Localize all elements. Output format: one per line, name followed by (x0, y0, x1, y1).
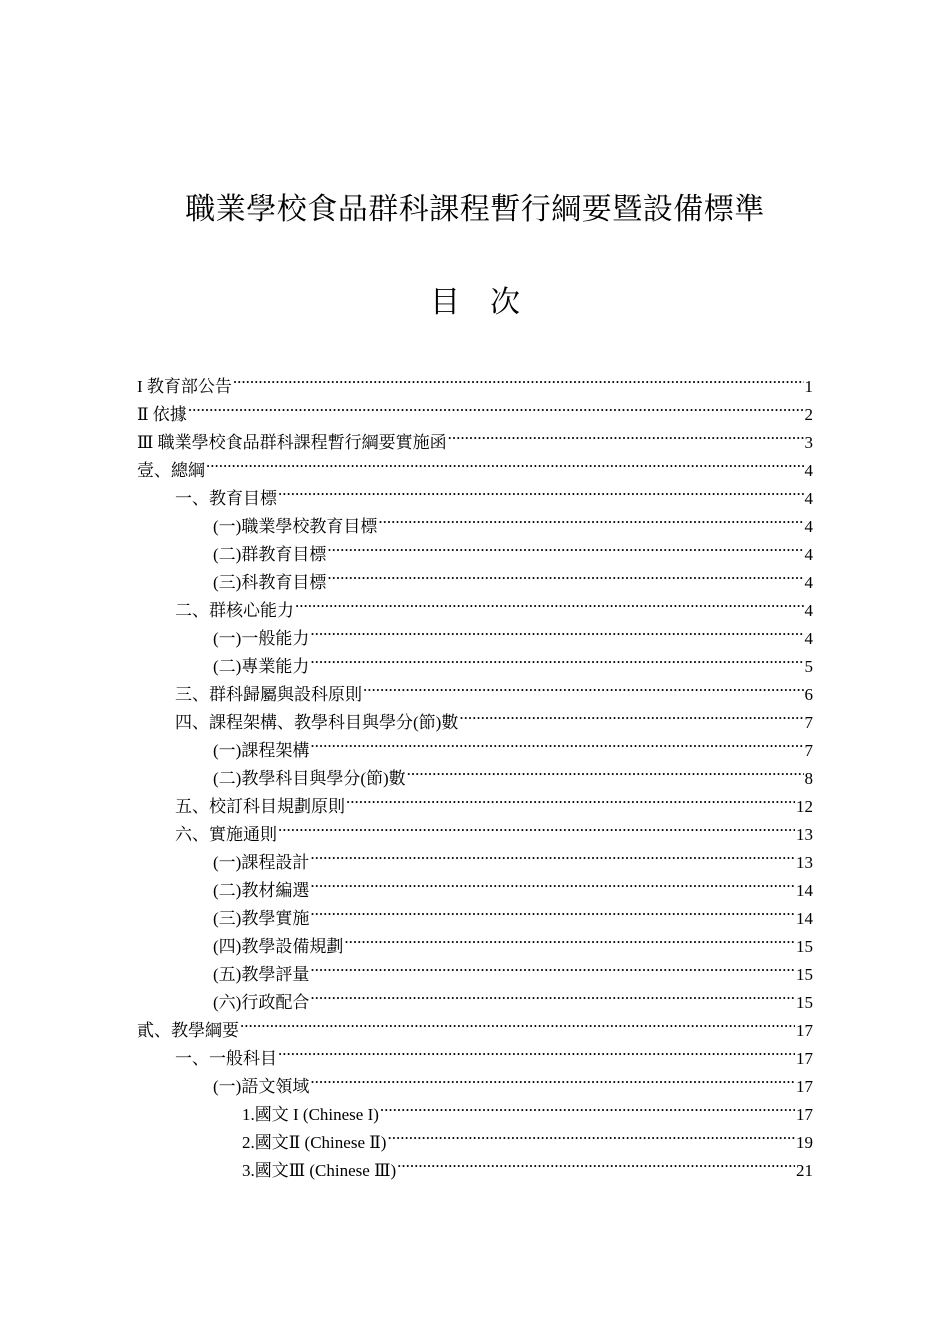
toc-entry-label: 壹、總綱 (137, 461, 205, 480)
toc-entry-page-number: 15 (796, 993, 813, 1012)
toc-entry-label: (二)教學科目與學分(節)數 (213, 769, 406, 788)
toc-entry-label: 2.國文Ⅱ (Chinese Ⅱ) (242, 1133, 387, 1152)
toc-dot-leader (310, 952, 795, 980)
toc-entry-label: (五)教學評量 (213, 965, 310, 984)
toc-entry-label: (四)教學設備規劃 (213, 937, 344, 956)
toc-dot-leader (397, 1148, 795, 1176)
toc-entry-page-number: 7 (804, 741, 813, 760)
toc-entry-label: 三、群科歸屬與設科原則 (175, 685, 362, 704)
toc-entry-page-number: 17 (796, 1105, 813, 1124)
toc-entry-page-number: 17 (796, 1049, 813, 1068)
toc-entry-page-number: 13 (796, 853, 813, 872)
toc-entry-label: (一)職業學校教育目標 (213, 517, 378, 536)
toc-entry-page-number: 14 (796, 909, 813, 928)
toc-entry-page-number: 2 (804, 405, 813, 424)
toc-entry-page-number: 14 (796, 881, 813, 900)
toc-entry[interactable] (137, 364, 813, 396)
toc-entry-label: (六)行政配合 (213, 993, 310, 1012)
table-of-contents (137, 364, 813, 1180)
toc-entry-page-number: 4 (804, 573, 813, 592)
toc-dot-leader (188, 392, 804, 420)
toc-entry-page-number: 12 (796, 797, 813, 816)
toc-entry-label: 貳、教學綱要 (137, 1021, 239, 1040)
toc-dot-leader (327, 560, 803, 588)
toc-dot-leader (310, 840, 795, 868)
toc-dot-leader (448, 420, 804, 448)
toc-entry-label: (一)一般能力 (213, 629, 310, 648)
toc-entry-label: (二)專業能力 (213, 657, 310, 676)
toc-dot-leader (459, 700, 803, 728)
toc-entry-label: (二)群教育目標 (213, 545, 327, 564)
toc-entry-label: I 教育部公告 (137, 377, 232, 396)
toc-dot-leader (378, 504, 803, 532)
toc-dot-leader (310, 896, 795, 924)
toc-dot-leader (310, 616, 803, 644)
toc-entry-label: (三)教學實施 (213, 909, 310, 928)
toc-dot-leader (407, 756, 804, 784)
toc-entry-page-number: 17 (796, 1077, 813, 1096)
toc-dot-leader (310, 868, 795, 896)
toc-entry[interactable] (137, 392, 813, 424)
toc-entry-page-number: 4 (804, 461, 813, 480)
toc-dot-leader (310, 644, 803, 672)
toc-entry-label: (一)課程設計 (213, 853, 310, 872)
toc-entry-label: (三)科教育目標 (213, 573, 327, 592)
toc-dot-leader (387, 1120, 795, 1148)
toc-dot-leader (344, 924, 795, 952)
toc-entry-page-number: 4 (804, 517, 813, 536)
toc-entry-page-number: 15 (796, 937, 813, 956)
toc-entry-page-number: 7 (804, 713, 813, 732)
toc-dot-leader (278, 1036, 795, 1064)
toc-entry-label: (一)課程架構 (213, 741, 310, 760)
toc-entry-label: Ⅲ 職業學校食品群科課程暫行綱要實施函 (137, 433, 447, 452)
toc-dot-leader (363, 672, 804, 700)
toc-entry-label: (一)語文領域 (213, 1077, 310, 1096)
toc-dot-leader (310, 728, 803, 756)
toc-dot-leader (206, 448, 804, 476)
toc-entry-page-number: 13 (796, 825, 813, 844)
toc-entry-label: 五、校訂科目規劃原則 (175, 797, 345, 816)
toc-entry-label: 一、教育目標 (175, 489, 277, 508)
toc-entry-page-number: 5 (804, 657, 813, 676)
toc-entry-page-number: 21 (796, 1161, 813, 1180)
toc-dot-leader (327, 532, 803, 560)
toc-dot-leader (310, 1064, 795, 1092)
toc-dot-leader (295, 588, 804, 616)
toc-entry-page-number: 6 (804, 685, 813, 704)
toc-entry-page-number: 15 (796, 965, 813, 984)
toc-entry-label: (二)教材編選 (213, 881, 310, 900)
toc-entry-page-number: 4 (804, 601, 813, 620)
toc-dot-leader (240, 1008, 795, 1036)
toc-entry[interactable] (137, 476, 813, 508)
toc-entry-page-number: 4 (804, 629, 813, 648)
toc-entry[interactable] (137, 1120, 813, 1152)
toc-entry-page-number: 4 (804, 489, 813, 508)
toc-dot-leader (346, 784, 795, 812)
toc-entry-label: 一、一般科目 (175, 1049, 277, 1068)
toc-entry-page-number: 4 (804, 545, 813, 564)
document-title: 職業學校食品群科課程暫行綱要暨設備標準 (185, 193, 765, 226)
toc-heading: 目次 (430, 286, 550, 319)
toc-entry-page-number: 3 (804, 433, 813, 452)
toc-entry-label: 3.國文Ⅲ (Chinese Ⅲ) (242, 1161, 397, 1180)
toc-entry[interactable] (137, 448, 813, 480)
toc-entry-label: 四、課程架構、教學科目與學分(節)數 (175, 713, 459, 732)
toc-dot-leader (278, 812, 795, 840)
toc-dot-leader (278, 476, 804, 504)
toc-entry-page-number: 17 (796, 1021, 813, 1040)
toc-dot-leader (310, 980, 795, 1008)
toc-dot-leader (380, 1092, 795, 1120)
toc-entry-label: 1.國文 I (Chinese I) (242, 1105, 379, 1124)
toc-entry-label: 二、群核心能力 (175, 601, 294, 620)
toc-entry-page-number: 8 (804, 769, 813, 788)
toc-entry-page-number: 1 (804, 377, 813, 396)
toc-entry[interactable] (137, 420, 813, 452)
toc-entry[interactable] (137, 1148, 813, 1180)
toc-entry-label: 六、實施通則 (175, 825, 277, 844)
toc-entry-label: Ⅱ 依據 (137, 405, 187, 424)
toc-dot-leader (233, 364, 804, 392)
toc-entry-page-number: 19 (796, 1133, 813, 1152)
